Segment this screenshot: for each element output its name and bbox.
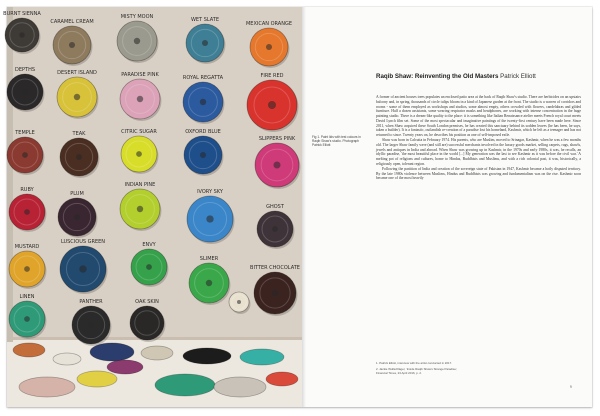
swatch-label: BURNT SIENNA [3,11,41,17]
swatch-label: CARAMEL CREAM [50,19,94,25]
swatch-label: MEXICAN ORANGE [245,21,293,27]
book-spread [3,7,592,407]
bench-paint-lid [240,349,284,365]
swatch-label: TEMPLE [15,130,35,136]
article-author: Patrick Elliott [500,73,536,80]
article-title: Raqib Shaw: Reinventing the Old Masters [376,73,499,80]
text-page [306,7,592,407]
swatch-label: TEAK [72,131,86,137]
bench-paint-lid [19,377,75,397]
bench-paint-lid [183,348,231,364]
paragraph: Following the partition of India and creation of the sovereign state of Pakistan in 1947, Kashmir became a hotly disputed territory. By the late 1980s violence between Muslims, Hindus and Buddhists was growing and fundamentalism was on the rise. Kashmir soon became one of the most heavily [376,166,581,181]
swatch-label: LINEN [19,294,35,300]
swatch-label: PLUM [70,191,84,197]
swatch-label: INDIAN PINE [124,182,156,188]
bench-paint-lid [13,343,45,357]
swatch-label: RUBY [20,187,34,193]
swatch-label: WET SLATE [190,17,220,23]
page-number: 9 [570,385,572,389]
swatch-label: CITRIC SUGAR [121,129,157,135]
swatch-label: DEPTHS [14,67,36,73]
swatch-label: LUSCIOUS GREEN [60,239,106,245]
bench-paint-lid [90,343,134,361]
swatch-label: DESERT ISLAND [57,70,97,76]
swatch-label: SLIMER [199,256,219,262]
bench-paint-lid [77,371,117,387]
bench-paint-lid [141,346,173,360]
figure-caption: Fig 1. Paint lids with test colours in Raqib Shaw's studio. Photograph Patrick Elliott [312,135,361,148]
paragraph: Shaw was born in Calcutta in February 1974. His parents, who are Muslim, moved to Srinagar, Kashmir, when he was a few months old. The larger Shaw family were (and still are) successful merchants involved in the luxury goods market, selling carpets, rugs, shawls, jewels and antiques in India and abroad. When Shaw was growing up in Kashmir, in the 1970s and early 1980s, it was, he recalls, an idyllic paradise, 'the most beautiful place in the world [...] My generation was the last to see Kashmir as it was before the civil war.' A melting pot of religions and cultures, home to Hindus, Buddhists and Muslims, and with a rich colonial past, it was, historically, a religiously open, tolerant region. [376,138,581,166]
article-body [376,95,581,181]
swatch-label: OXFORD BLUE [185,129,221,135]
paragraph: A former of ancient houses trees populates an enclosed patio area at the back of Raqib Shaw's studio. There are herbicides on an upstairs balcony and, in spring, thousands of circle tulips bloom in a kind of Japanese garden at the front. The studio is a warren of corridors and rooms - some of them employed as workshops and studios, some almost empty, others crowded with flowers, candelabras and gilded furniture. Half a dozen assistants, some wearing respirator masks and headphones, are working with intense concentration in the huge painting studio. There is a dream-like quality to the place: it is something like Italian Renaissance atelier meets French royal court meets David Lynch film set. Some of the most spectacular and imaginative paintings of the twenty-first century have been made here. Since 2011, when Shaw acquired these South London premises, he has created this sanctuary behind its sodden leaves (he has been, he says, taken a builder). It is a fantastic, outlandish re-creation of a paradise lost his homeland, Kashmir, which he left as a teenager and has not returned to since. Twenty years on, he describes his position as one of self-imposed exile. [376,95,581,138]
swatch-label: MISTY MOON [120,14,154,20]
footnotes [376,362,466,378]
article-heading [376,73,581,80]
swatch-label: OAK SKIN [135,299,159,305]
footnote: 1. Patrick Elliott, interview with the artist conducted in 2017. [376,361,452,365]
swatch-label: PARADISE PINK [121,72,159,78]
bench-paint-lid [214,377,266,397]
swatch-label: PANTHER [79,299,103,305]
footnote: 2. Jackie Wullschläger, 'Inside Raqib Shaw's Strange Paradise', Financial Times, 23 April 2016, p. 2. [376,366,458,375]
paint-lids-photo [3,7,302,407]
swatch-label: GHOST [266,204,284,210]
swatch-label: IVORY SKY [197,189,223,195]
swatch-label: FIRE RED [260,73,284,79]
swatch-label: MUSTARD [14,244,40,250]
bench-paint-lid [155,374,215,396]
bench-paint-lid [266,372,298,386]
bench-paint-lid [107,360,143,374]
swatch-label: BITTER CHOCOLATE [250,265,300,271]
swatch-label: ROYAL REGATTA [182,75,224,81]
swatch-label: SLIPPERS PINK [258,136,296,142]
photo-page [3,7,302,407]
bench-paint-lid [53,353,81,365]
swatch-label: ENVY [142,242,156,248]
